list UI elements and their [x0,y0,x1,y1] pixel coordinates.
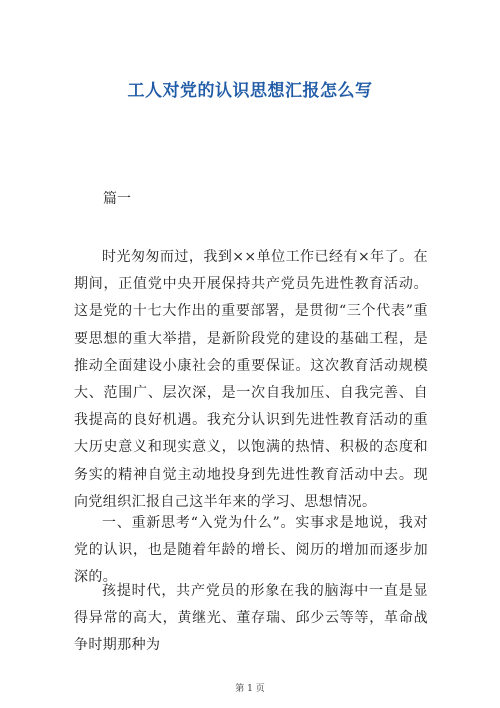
section-heading: 篇一 [103,191,131,207]
document-title: 工人对党的认识思想汇报怎么写 [127,81,373,101]
page-number: 第 1 页 [235,684,265,694]
paragraph-1: 时光匆匆而过，我到××单位工作已经有×年了。在期间，正值党中央开展保持共产党员先进性教育活动。这是党的十七大作出的重要部署，是贯彻“三个代表”重要思想的重大举措，是新阶段党的建设的基础工程，是推动全面建设小康社会的重要保证。这次教育活动规模大、范围广、层次深，是一次自我加压、自我完善、自我提高的良好机遇。我充分认识到先进性教育活动的重大历史意义和现实意义，以饱满的热情、积极的态度和务实的精神自觉主动地投身到先进性教育活动中去。现向党组织汇报自己这半年来的学习、思想情况。 [74,249,428,510]
paragraph-2: 一、重新思考“入党为什么”。实事求是地说，我对党的认识，也是随着年龄的增长、阅历的增加而逐步加深的。 [74,515,428,586]
paragraph-3: 孩提时代，共产党员的形象在我的脑海中一直是显得异常的高大，黄继光、董存瑞、邱少云等等，革命战争时期那种为 [74,583,428,654]
